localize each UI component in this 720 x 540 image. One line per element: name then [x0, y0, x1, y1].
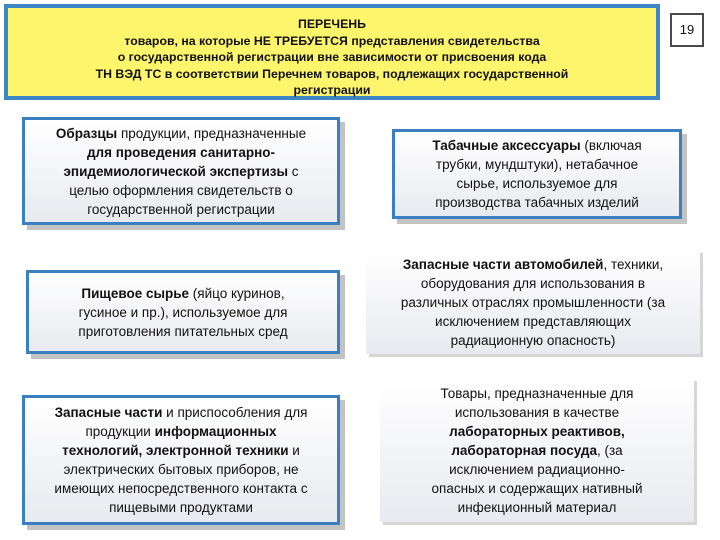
box-electronics-parts [22, 395, 340, 525]
box-text-line [25, 162, 337, 181]
regular-text: гусиное и пр.), используемое для [78, 304, 288, 320]
bold-text: лабораторных реактивов, [449, 423, 625, 439]
regular-text: различных отраслях промышленности (за [400, 294, 666, 310]
box-text-line [25, 200, 337, 219]
box-text-line [366, 255, 700, 274]
box-text-line [25, 403, 337, 422]
regular-text: и [288, 443, 300, 458]
box-text-line [395, 136, 679, 155]
bold-text: лабораторная посуда [451, 442, 597, 458]
regular-text: оборудования для использования в [420, 275, 646, 291]
regular-text: Товары, предназначенные для [440, 385, 634, 401]
box-text-line [366, 293, 700, 312]
bold-text: Запасные части автомобилей [402, 256, 604, 272]
bold-text: для проведения санитарно- [86, 144, 276, 160]
box-text-line [29, 303, 337, 322]
box-text-line [380, 384, 694, 403]
box-text-line [25, 181, 337, 200]
box-text-line [25, 498, 337, 517]
regular-text: , (за [596, 442, 623, 458]
box-text-line [380, 460, 694, 479]
regular-text: продукции [85, 424, 155, 439]
regular-text: и приспособления для [162, 405, 308, 420]
regular-text: целью оформления свидетельств о [69, 182, 293, 198]
regular-text: инфекционный материал [457, 499, 617, 515]
regular-text: электрических бытовых приборов, не [63, 462, 299, 477]
box-text-line [366, 331, 700, 350]
regular-text: продукции, предназначенные [117, 125, 307, 141]
regular-text: производства табачных изделий [435, 195, 639, 210]
bold-text: Табачные аксессуары [432, 138, 581, 153]
regular-text: сырье, используемое для [456, 176, 618, 191]
regular-text: радиационную опасность) [450, 332, 616, 348]
bold-text: Запасные части [54, 405, 163, 420]
box-text-line [380, 422, 694, 441]
box-text-line [366, 312, 700, 331]
box-text-line [380, 403, 694, 422]
box-text-line [29, 322, 337, 341]
title-line: регистрации [293, 83, 371, 97]
box-text-line [380, 441, 694, 460]
bold-text: Пищевое сырье [81, 285, 190, 301]
box-lab [380, 378, 694, 522]
box-text-line [366, 274, 700, 293]
regular-text: (яйцо куринов, [189, 285, 285, 301]
page-number: 19 [670, 13, 704, 47]
regular-text: имеющих непосредственного контакта с [54, 481, 308, 496]
box-text-line [25, 422, 337, 441]
box-food-raw [26, 270, 340, 354]
bold-text: технологий, электронной техники [62, 443, 289, 458]
regular-text: , техники, [603, 256, 664, 272]
regular-text: государственной регистрации [87, 201, 275, 217]
regular-text: исключением представляющих [435, 313, 631, 329]
regular-text: исключением радиационно- [449, 461, 625, 477]
title-line: о государственной регистрации вне зависимости от присвоения кода [117, 50, 547, 64]
bold-text: эпидемиологической экспертизы [63, 163, 289, 179]
box-text-line [25, 124, 337, 143]
title-line: ПЕРЕЧЕНЬ [297, 17, 366, 31]
box-text-line [380, 479, 694, 498]
bold-text: Образцы [55, 125, 118, 141]
box-text-line [25, 479, 337, 498]
bold-text: информационных [154, 424, 277, 439]
title-box [4, 4, 660, 100]
box-text-line [25, 460, 337, 479]
regular-text: приготовления питательных сред [78, 323, 288, 339]
box-tobacco [392, 129, 682, 219]
regular-text: трубки, мундштуки), нетабачное [435, 157, 639, 172]
box-text-line [395, 174, 679, 193]
regular-text: с [288, 163, 299, 179]
box-text-line [25, 441, 337, 460]
regular-text: пищевыми продуктами [109, 500, 253, 515]
regular-text: использования в качестве [454, 404, 620, 420]
box-auto-parts [366, 250, 700, 354]
box-text-line [395, 193, 679, 212]
box-text-line [380, 498, 694, 517]
box-text-line [25, 143, 337, 162]
title-line: ТН ВЭД ТС в соответствии Перечнем товаров, подлежащих государственной [95, 66, 569, 81]
box-text-line [29, 284, 337, 303]
box-samples [22, 117, 340, 225]
regular-text: опасных и содержащих нативный [431, 480, 643, 496]
title-line: товаров, на которые НЕ ТРЕБУЕТСЯ представления свидетельства [124, 33, 540, 48]
box-text-line [395, 155, 679, 174]
regular-text: (включая [580, 138, 642, 153]
